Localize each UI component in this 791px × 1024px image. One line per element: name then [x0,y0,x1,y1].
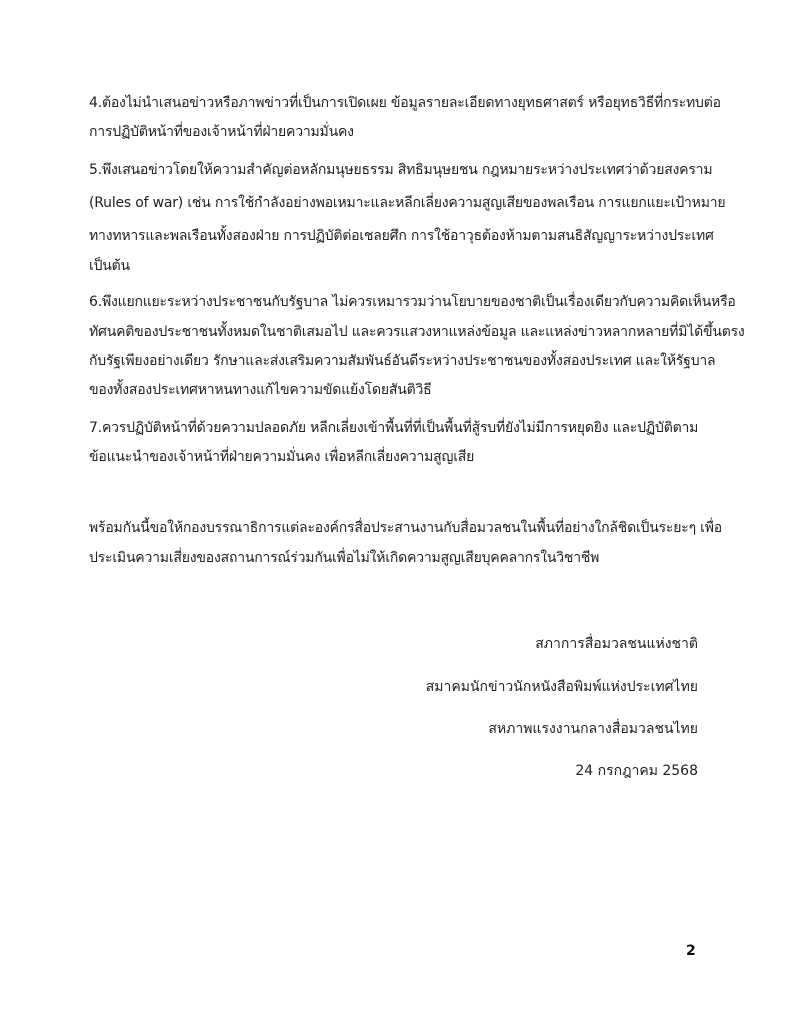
item-4-line-1: 4.ต้องไม่นำเสนอข่าวหรือภาพข่าวที่เป็นการเปิดเผย ข้อมูลรายละเอียดทางยุทธศาสตร์ หรือยุทธวิธีที่กระทบต่อ [89,95,721,111]
item-7-line-1: 7.ควรปฏิบัติหน้าที่ด้วยความปลอดภัย หลีกเลี่ยงเข้าพื้นที่ที่เป็นพื้นที่สู้รบที่ยังไม่มีการหยุดยิง และปฏิบัติตาม [89,420,699,436]
item-4-line-2: การปฏิบัติหน้าที่ของเจ้าหน้าที่ฝ่ายความมั่นคง [89,124,354,140]
closing-line-2: ประเมินความเสี่ยงของสถานการณ์ร่วมกันเพื่อไม่ให้เกิดความสูญเสียบุคคลากรในวิชาชีพ [89,550,600,566]
item-6-line-2: ทัศนคติของประชาชนทั้งหมดในชาติเสมอไป และควรแสวงหาแหล่งข้อมูล และแหล่งข่าวหลากหลายที่มิได้ขึ้นตรง [89,324,745,340]
item-6-line-1: 6.พึงแยกแยะระหว่างประชาชนกับรัฐบาล ไม่ควรเหมารวมว่านโยบายของชาติเป็นเรื่องเดียวกับความคิดเห็นหรือ [89,294,736,310]
item-5-line-4: เป็นต้น [89,258,130,274]
item-6-line-4: ของทั้งสองประเทศหาหนทางแก้ไขความขัดแย้งโดยสันติวิธี [89,382,432,398]
page-number: 2 [686,943,696,959]
item-5-line-2: (Rules of war) เช่น การใช้กำลังอย่างพอเหมาะและหลีกเลี่ยงความสูญเสียของพลเรือน การแยกแยะเป้าหมาย [89,195,726,211]
signatory-thai-journalists-association: สมาคมนักข่าวนักหนังสือพิมพ์แห่งประเทศไทย [425,679,698,695]
closing-line-1: พร้อมกันนี้ขอให้กองบรรณาธิการแต่ละองค์กรสื่อประสานงานกับสื่อมวลชนในพื้นที่อย่างใกล้ชิดเป็นระยะๆ เพื่อ [89,520,722,536]
item-5-line-3: ทางทหารและพลเรือนทั้งสองฝ่าย การปฏิบัติต่อเชลยศึก การใช้อาวุธต้องห้ามตามสนธิสัญญาระหว่างประเทศ [89,228,714,244]
item-6-line-3: กับรัฐเพียงอย่างเดียว รักษาและส่งเสริมความสัมพันธ์อันดีระหว่างประชาชนของทั้งสองประเทศ และให้รัฐบาล [89,353,716,369]
item-7-line-2: ข้อแนะนำของเจ้าหน้าที่ฝ่ายความมั่นคง เพื่อหลีกเลี่ยงความสูญเสีย [89,449,475,465]
document-date: 24 กรกฎาคม 2568 [575,763,698,779]
item-5-line-1: 5.พึงเสนอข่าวโดยให้ความสำคัญต่อหลักมนุษยธรรม สิทธิมนุษยชน กฎหมายระหว่างประเทศว่าด้วยสงคราม [89,162,713,178]
signatory-national-press-council: สภาการสื่อมวลชนแห่งชาติ [535,636,698,652]
signatory-thai-media-labor-union: สหภาพแรงงานกลางสื่อมวลชนไทย [488,721,698,737]
